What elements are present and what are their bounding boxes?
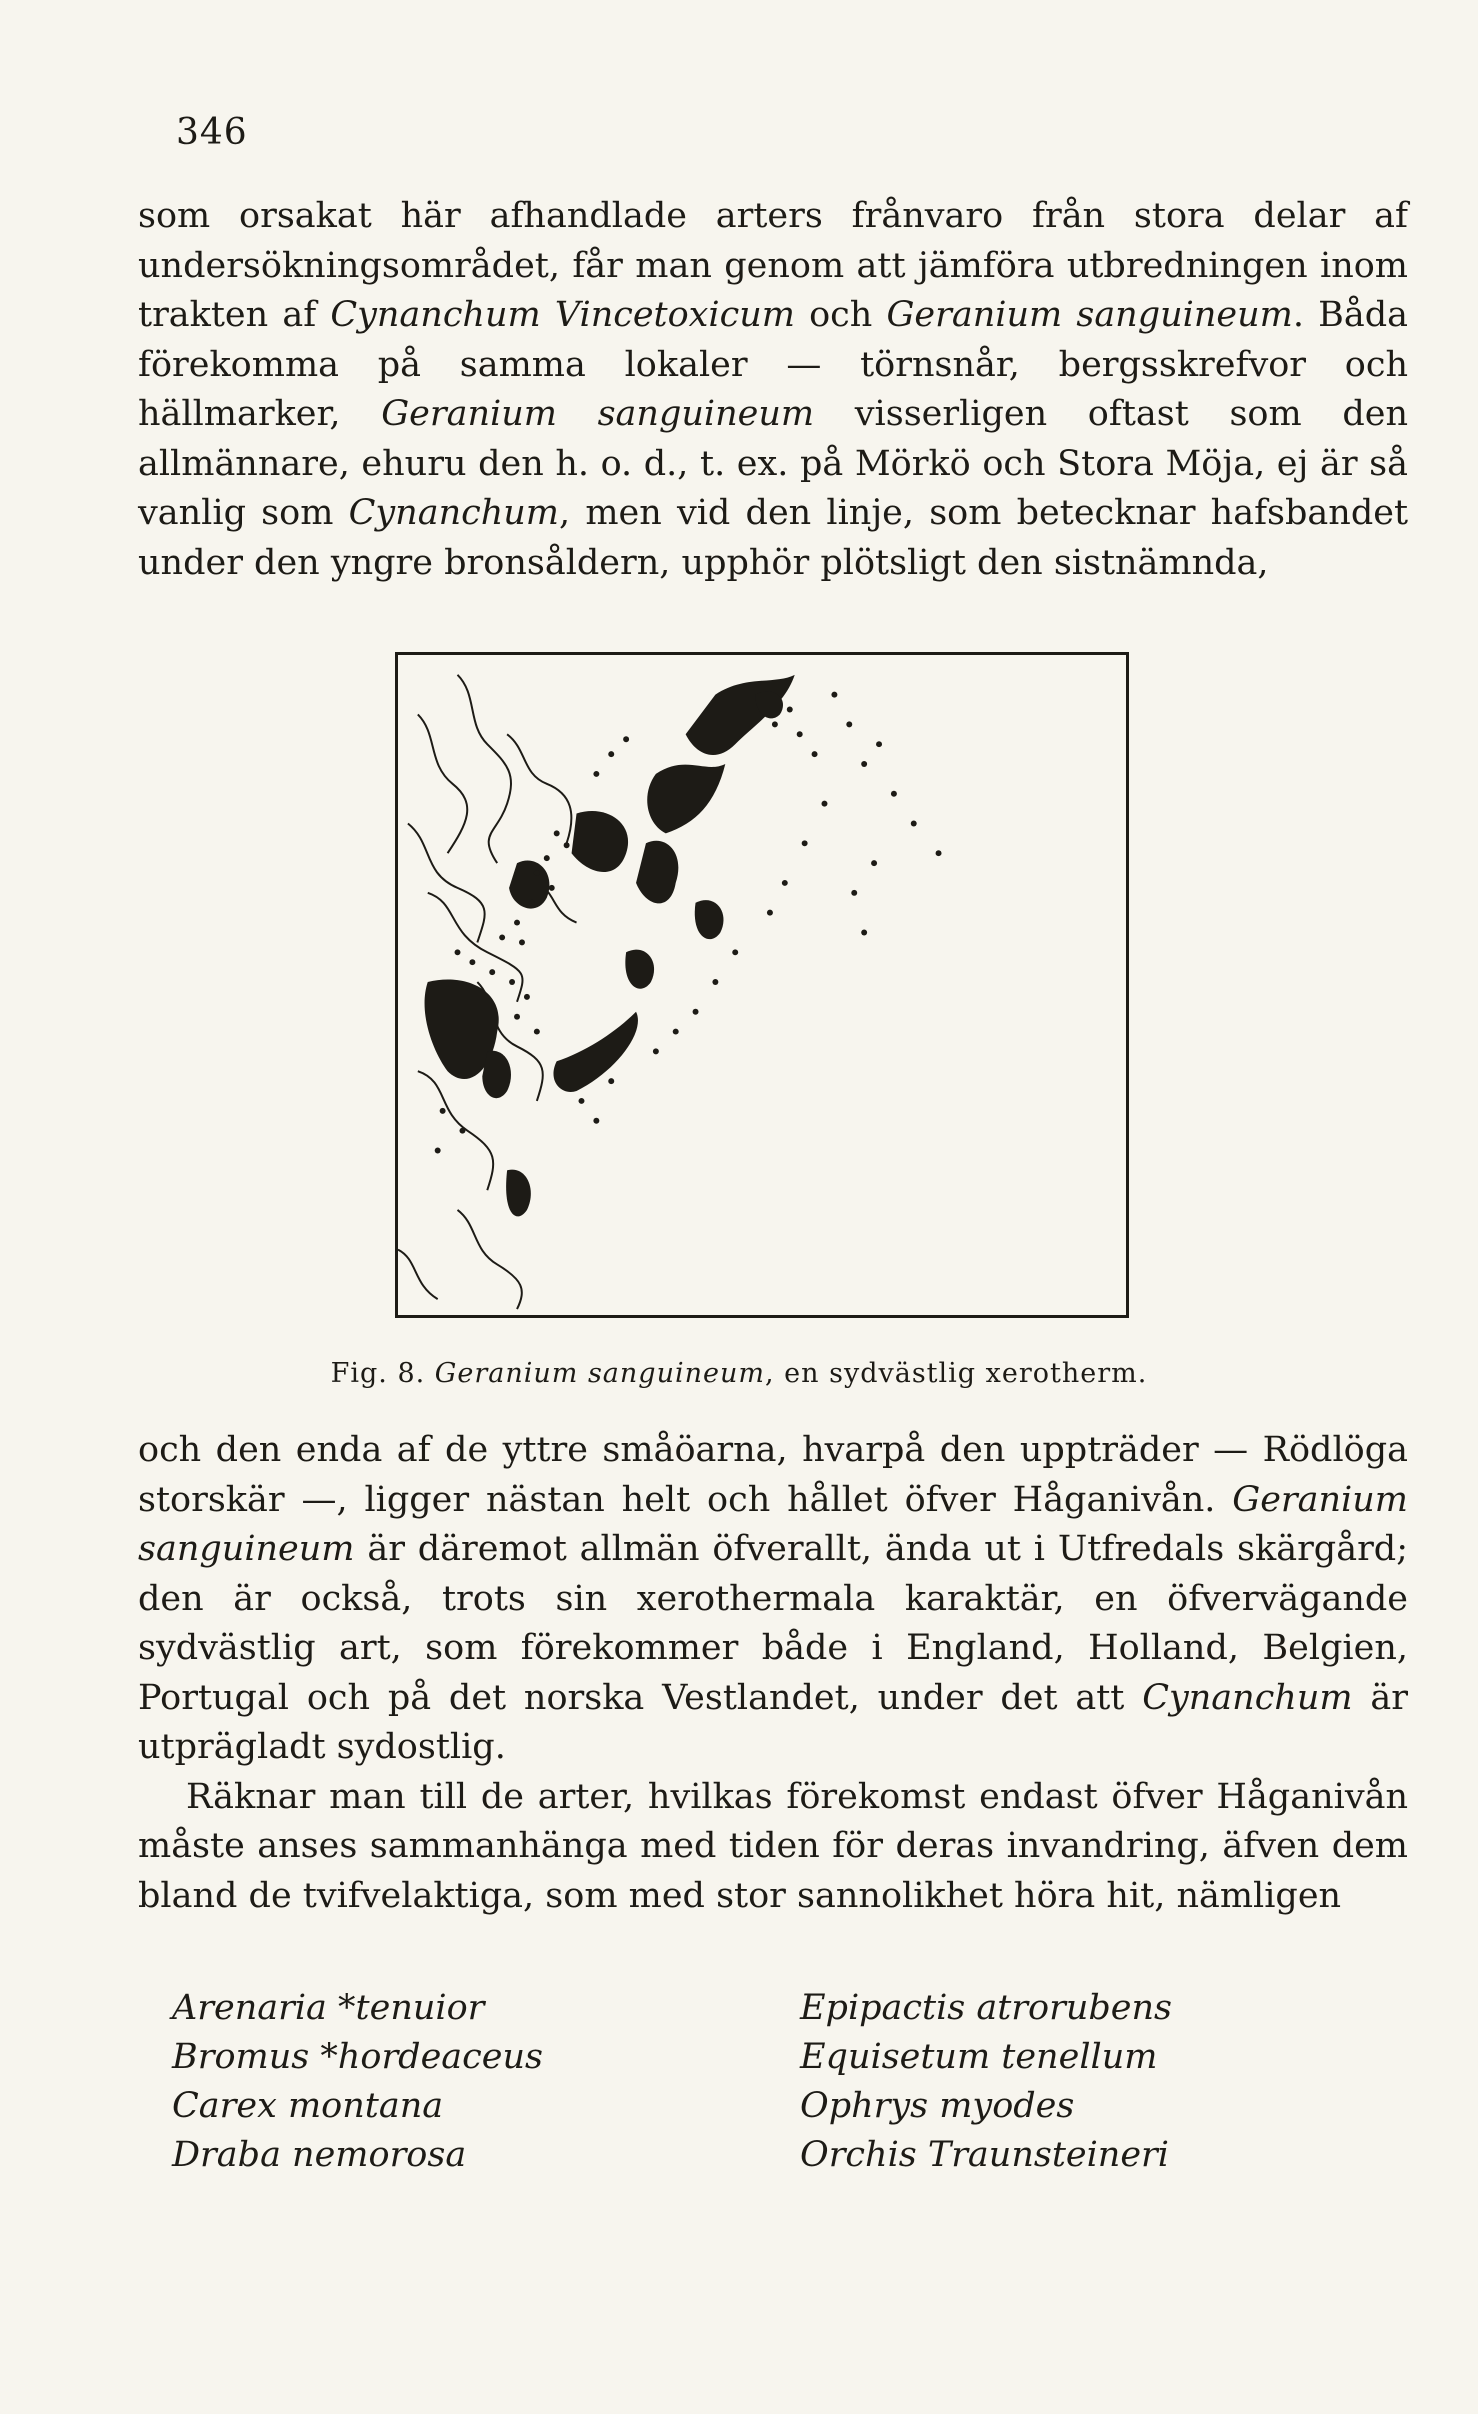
top-text-4: visserligen oftast som den allmännare, ehuru den h. o. d., t. ex. på Mörkö och Stora Möja, ej är så vanlig som <box>138 394 1409 533</box>
coastline-outlines <box>398 675 577 1309</box>
species-item: Equisetum tenellum <box>800 2037 1158 2077</box>
top-text-1: som orsakat här afhandlade arters frånvaro från stora delar af undersökningsområdet, får man genom att jämföra utbredningen inom trakten af <box>138 196 1408 335</box>
caption-species: Geranium sanguineum <box>434 1358 765 1389</box>
figure-caption <box>0 1358 1478 1389</box>
species-item: Arenaria *tenuior <box>172 1988 485 2028</box>
distribution-map <box>398 655 1126 1315</box>
species-column-left <box>172 1984 543 2180</box>
p2-species-1: Geranium sanguineum <box>138 1479 1408 1569</box>
bottom-paragraphs <box>138 1426 1408 1921</box>
species-item: Orchis Traunsteineri <box>800 2135 1169 2175</box>
distribution-map-figure <box>395 652 1129 1318</box>
top-species-3: Geranium sanguineum <box>381 394 815 434</box>
page-number: 346 <box>176 112 248 153</box>
top-species-2: Geranium sanguineum <box>886 295 1293 335</box>
p2-text-3: är utprägladt sydostlig. <box>138 1677 1408 1767</box>
species-item: Bromus *hordeaceus <box>172 2037 543 2077</box>
top-species-4: Cynanchum <box>348 493 559 533</box>
scattered-occurrence-dots <box>435 692 942 1154</box>
caption-suffix: , en sydvästlig xerotherm. <box>764 1358 1148 1389</box>
caption-prefix: Fig. 8. <box>330 1358 435 1389</box>
species-item: Draba nemorosa <box>172 2135 467 2175</box>
p2-text-2: är däremot allmän öfverallt, ända ut i Utfredals skärgård; den är också, trots sin xerothermala karaktär, en öfvervägande sydvästlig art, som förekommer både i England, Holland, Belgien, Portugal och på det norska Vestlandet, under det att <box>138 1529 1408 1718</box>
species-item: Ophrys myodes <box>800 2086 1075 2126</box>
paragraph-2 <box>138 1426 1408 1773</box>
top-text-3: . Båda förekomma på samma lokaler — törnsnår, bergsskrefvor och hällmarker, <box>138 295 1408 434</box>
paragraph-3: Räknar man till de arter, hvilkas förekomst endast öfver Håganivån måste anses sammanhänga med tiden för deras invandring, äfven dem bland de tvifvelaktiga, som med stor sannolikhet höra hit, nämligen <box>138 1776 1408 1916</box>
top-paragraph <box>138 192 1408 588</box>
species-item: Epipactis atrorubens <box>800 1988 1172 2028</box>
species-item: Carex montana <box>172 2086 444 2126</box>
top-text-5: , men vid den linje, som betecknar hafsbandet under den yngre bronsåldern, upphör plötsligt den sistnämnda, <box>138 493 1409 583</box>
species-column-right <box>800 1984 1172 2180</box>
top-text-2: och <box>794 295 887 335</box>
p2-text-1: och den enda af de yttre småöarna, hvarpå den uppträder — Rödlöga storskär —, ligger nästan helt och hållet öfver Håganivån. <box>138 1430 1408 1520</box>
p2-species-2: Cynanchum <box>1142 1677 1353 1718</box>
top-species-1: Cynanchum Vincetoxicum <box>330 295 795 335</box>
